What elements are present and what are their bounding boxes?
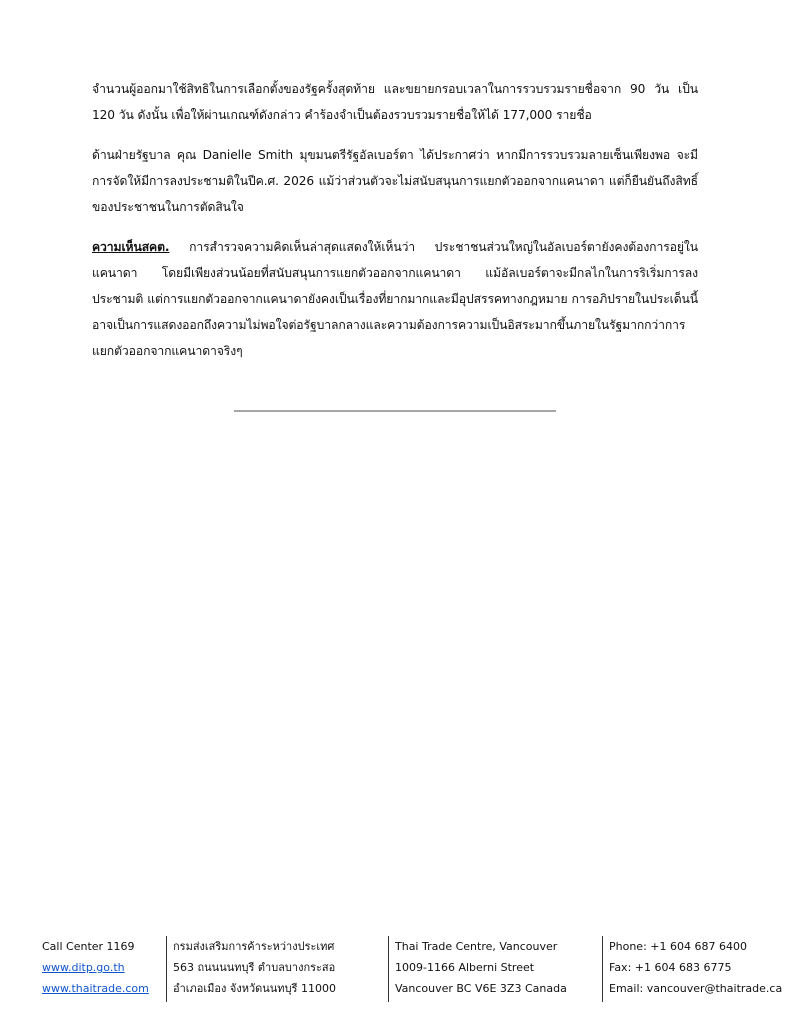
call-center-text: Call Center 1169 <box>42 940 135 953</box>
paragraph-text: จำนวนผู้ออกมาใช้สิทธิในการเลือกตั้งของรัฐครั้งสุดท้าย และขยายกรอบเวลาในการรวบรวมรายชื่อจาก 90 วัน เป็น 120 วัน ดังนั้น เพื่อให้ผ่านเกณฑ์ดังกล่าว คำร้องจำเป็นต้องรวบรวมรายชื่อให้ได้ 177,000 รายชื่อ <box>92 82 698 122</box>
footer-ttc-address-column <box>388 936 603 1002</box>
fax-number: Fax: +1 604 683 6775 <box>609 961 732 974</box>
opinion-heading: ความเห็นสคต. <box>92 240 170 254</box>
thaitrade-website-link[interactable]: www.thaitrade.com <box>42 982 149 995</box>
ditp-address-city: อำเภอเมือง จังหวัดนนทบุรี 11000 <box>173 982 336 995</box>
article-body <box>92 76 698 364</box>
paragraph-government-response <box>92 142 698 220</box>
footer-ditp-address-column <box>166 936 393 1002</box>
ditp-address-street: 563 ถนนนนทบุรี ตำบลบางกระสอ <box>173 961 336 974</box>
ttc-name: Thai Trade Centre, Vancouver <box>395 940 558 953</box>
paragraph-text: การสำรวจความคิดเห็นล่าสุดแสดงให้เห็นว่า ประชาชนส่วนใหญ่ในอัลเบอร์ตายังคงต้องการอยู่ในแคนาดา โดยมีเพียงส่วนน้อยที่สนับสนุนการแยกตัวออกจากแคนาดา แม้อัลเบอร์ตาจะมีกลไกในการริเริ่มการลงประชามติ แต่การแยกตัวออกจากแคนาดายังคงเป็นเรื่องที่ยากมากและมีอุปสรรคทางกฎหมาย การอภิปรายในประเด็นนี้ อาจเป็นการแสดงออกถึงความไม่พอใจต่อรัฐบาลกลางและความต้องการความเป็นอิสระมากขึ้นภายในรัฐมากกว่าการแยกตัวออกจากแคนาดาจริงๆ <box>92 240 698 358</box>
page-footer <box>42 936 782 1002</box>
paragraph-text: ด้านฝ่ายรัฐบาล คุณ Danielle Smith มุขมนตรีรัฐอัลเบอร์ตา ได้ประกาศว่า หากมีการรวบรวมลายเซ็นเพียงพอ จะมีการจัดให้มีการลงประชามติในปีค.ศ. 2026 แม้ว่าส่วนตัวจะไม่สนับสนุนการแยกตัวออกจากแคนาดา แต่ก็ยืนยันถึงสิทธิ์ของประชาชนในการตัดสินใจ <box>92 148 698 214</box>
footer-phone-column <box>602 936 789 1002</box>
ttc-address-street: 1009-1166 Alberni Street <box>395 961 535 974</box>
paragraph-petition-threshold <box>92 76 698 128</box>
email-address: Email: vancouver@thaitrade.ca <box>609 982 783 995</box>
section-divider <box>234 410 556 412</box>
ditp-name: กรมส่งเสริมการค้าระหว่างประเทศ <box>173 940 335 953</box>
phone-number: Phone: +1 604 687 6400 <box>609 940 747 953</box>
ditp-website-link[interactable]: www.ditp.go.th <box>42 961 125 974</box>
footer-contact-column <box>42 936 160 1002</box>
ttc-address-city: Vancouver BC V6E 3Z3 Canada <box>395 982 567 995</box>
paragraph-ttc-opinion <box>92 234 698 364</box>
